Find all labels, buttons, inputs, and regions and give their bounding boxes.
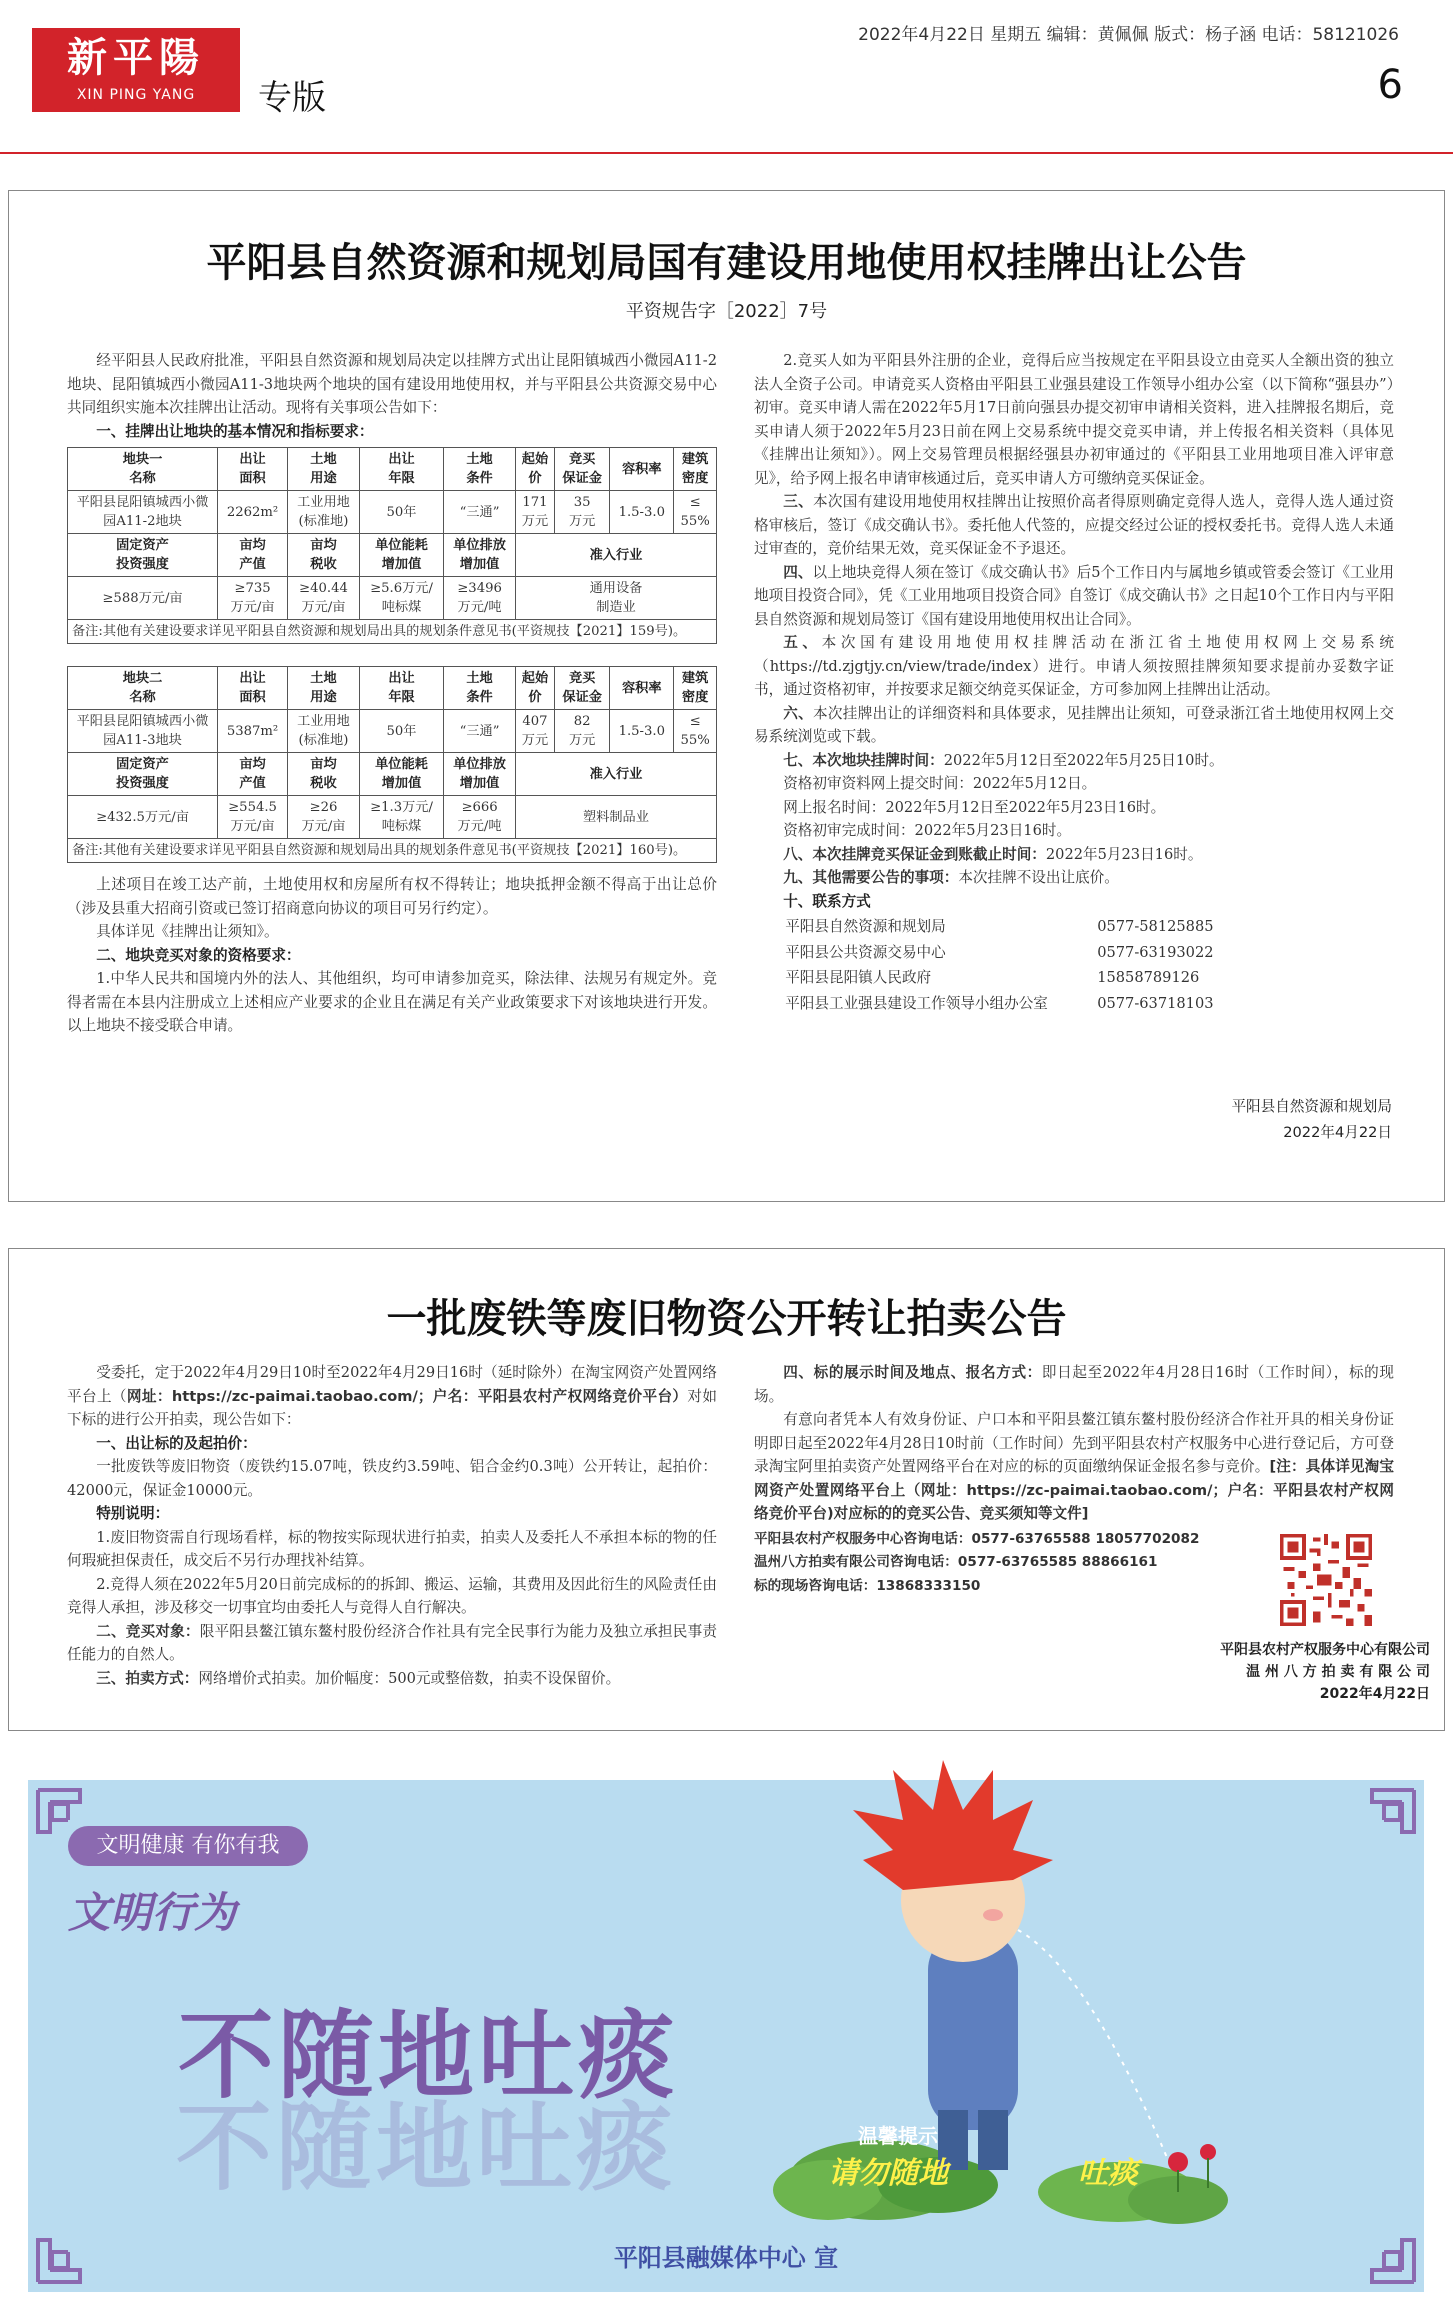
table-header: 固定资产 投资强度 — [68, 753, 218, 796]
table-cell: 1.5-3.0 — [610, 710, 674, 753]
table-header: 地块二 名称 — [68, 667, 218, 710]
table-cell: ≥554.5 万元/亩 — [218, 796, 288, 839]
notice-paragraph: 上述项目在竣工达产前，土地使用权和房屋所有权不得转让；地块抵押金额不得高于出让总价（涉及县重大招商引资或已签订招商意向协议的项目可另行约定）。 — [67, 876, 717, 917]
table-header: 单位能耗 增加值 — [359, 534, 443, 577]
notice-paragraph: 2.竞买人如为平阳县外注册的企业，竞得后应当按规定在平阳县设立由竞买人全额出资的独立法人全资子公司。申请竞买人资格由平阳县工业强县建设工作领导小组办公室（以下简称“强县办”）初审。竞买申请人需在2022年5月17日前向强县办提交初审申请相关资料，进入挂牌报名期后，竞买申请人须于2022年5月23日前在网上交易系统中提交竞买申请，并上传报名相关资料（具体见《挂牌出让须知》）。网上交易管理员根据经强县办初审通过的《平阳县工业用地项目准入评审意见》，给予网上报名申请审核通过后，竞买申请人方可缴纳竞买保证金。 — [754, 352, 1394, 487]
paragraph-text: 受委托，定于2022年4月29日10时至2022年4月29日16时（延时除外）在淘宝网资产处置网络平台上（ — [67, 1364, 717, 1405]
qr-code — [1280, 1534, 1372, 1626]
masthead — [0, 0, 1453, 160]
poster-heading: 文明行为 — [68, 1888, 237, 1937]
table-header: 建筑 密度 — [674, 667, 717, 710]
contact-name: 平阳县自然资源和规划局 — [785, 918, 946, 935]
signer-name: 温 州 八 方 拍 卖 有 限 公 司 — [1246, 1664, 1430, 1680]
table-header: 单位排放 增加值 — [444, 534, 516, 577]
notice-signature — [1231, 1094, 1392, 1146]
signature-date: 2022年4月22日 — [1319, 1686, 1430, 1702]
paragraph-lead: 三、 — [783, 493, 813, 510]
auction-notice — [8, 1248, 1445, 1731]
plot-table-1 — [67, 447, 717, 644]
table-cell: 82 万元 — [554, 710, 609, 753]
notice-paragraph: 1.中华人民共和国境内外的法人、其他组织，均可申请参加竞买，除法律、法规另有规定外。竞得者需在本县内注册成立上述相应产业要求的企业且在满足有关产业政策要求下对该地块进行开发。以上地块不接受联合申请。 — [67, 970, 717, 1034]
contact-phone: 15858789126 — [1097, 969, 1200, 986]
table-header: 土地 条件 — [444, 667, 516, 710]
table-row — [68, 667, 717, 710]
notice-paragraph — [754, 631, 1394, 702]
reminder-text: 请勿随地 — [828, 2156, 948, 2191]
paragraph-lead: 二、竞买对象： — [96, 1622, 200, 1640]
schedule-line: 资格初审完成时间：2022年5月23日16时。 — [783, 822, 1072, 839]
contact-line: 标的现场咨询电话：13868333150 — [754, 1577, 981, 1594]
table-cell: ≥26 万元/亩 — [288, 796, 360, 839]
table-cell: ≥3496 万元/吨 — [444, 577, 516, 620]
table-note: 备注:其他有关建设要求详见平阳县自然资源和规划局出具的规划条件意见书(平资规技【2021】160号)。 — [68, 839, 717, 863]
contact-line: 平阳县农村产权服务中心咨询电话：0577-63765588 18057702082 — [754, 1530, 1200, 1547]
table-cell: ≥432.5万元/亩 — [68, 796, 218, 839]
table-header: 单位能耗 增加值 — [359, 753, 443, 796]
section-title: 专版 — [258, 78, 326, 118]
table-header: 土地 用途 — [288, 667, 360, 710]
table-row — [68, 753, 717, 796]
land-transfer-notice — [8, 190, 1445, 1202]
table-row — [68, 796, 717, 839]
paragraph-text: 本次挂牌不设出让底价。 — [958, 869, 1119, 886]
notice-document-number: 平资规告字［2022］7号 — [625, 301, 828, 322]
table-header: 竞买 保证金 — [554, 667, 609, 710]
public-service-poster — [28, 1780, 1424, 2292]
contact-name: 平阳县昆阳镇人民政府 — [785, 969, 932, 986]
header-divider — [0, 152, 1453, 154]
notice-title: 一批废铁等废旧物资公开转让拍卖公告 — [386, 1296, 1067, 1342]
table-header: 出让 面积 — [218, 667, 288, 710]
table-header: 起始 价 — [515, 667, 554, 710]
table-cell: 35 万元 — [554, 491, 609, 534]
signer-name: 平阳县自然资源和规划局 — [1231, 1098, 1392, 1115]
notice-paragraph — [754, 702, 1394, 749]
paragraph-lead: 六、 — [783, 704, 813, 722]
contact-phone: 0577-63193022 — [1097, 943, 1214, 961]
logo-pinyin: XIN PING YANG — [76, 87, 196, 103]
table-header: 出让 年限 — [359, 667, 443, 710]
notice-right-column — [754, 349, 1394, 1017]
table-row — [68, 448, 717, 491]
table-cell: ≥5.6万元/ 吨标煤 — [359, 577, 443, 620]
notice-paragraph: 一批废铁等废旧物资（废铁约15.07吨，铁皮约3.59吨、铝合金约0.3吨）公开转让，起拍价：42000元，保证金10000元。 — [67, 1458, 717, 1499]
table-header: 起始 价 — [515, 448, 554, 491]
issue-meta: 2022年4月22日 星期五 编辑：黄佩佩 版式：杨子涵 电话：58121026 — [858, 25, 1399, 45]
table-header: 固定资产 投资强度 — [68, 534, 218, 577]
notice-paragraph: 1.废旧物资需自行现场看样，标的物按实际现状进行拍卖，拍卖人及委托人不承担本标的物的任何瑕疵担保责任，成交后不另行办理找补结算。 — [67, 1528, 717, 1569]
logo-chinese: 新平陽 — [67, 34, 205, 81]
table-header: 出让 面积 — [218, 448, 288, 491]
contact-row — [785, 966, 1213, 990]
notice-paragraph — [754, 866, 1394, 890]
table-header: 准入行业 — [515, 534, 716, 577]
notice-paragraph — [754, 843, 1394, 867]
table-cell: ≥588万元/亩 — [68, 577, 218, 620]
slogan-reflection: 不随地吐痰 — [176, 2092, 676, 2204]
table-cell: 50年 — [359, 491, 443, 534]
reminder-text: 吐痰 — [1078, 2156, 1138, 2191]
table-cell: 平阳县昆阳镇城西小微园A11-3地块 — [68, 710, 218, 753]
paragraph-note: [注：具体详见淘宝网资产处置网络平台上（网址：https://zc-paimai.taobao.com/；户名：平阳县农村产权网络竞价平台)对应标的的竞买公告、竞买须知等文件] — [754, 1458, 1394, 1522]
table-row — [68, 710, 717, 753]
table-header: 容积率 — [610, 448, 674, 491]
table-row — [68, 620, 717, 644]
table-cell: ≤ 55% — [674, 710, 717, 753]
paragraph-lead: 九、其他需要公告的事项： — [783, 869, 959, 886]
table-header: 亩均 税收 — [288, 753, 360, 796]
table-header: 亩均 产值 — [218, 534, 288, 577]
contact-row — [785, 941, 1213, 965]
notice-paragraph — [67, 1620, 717, 1667]
table-cell: 塑料制品业 — [515, 796, 716, 839]
table-cell: 5387m² — [218, 710, 288, 753]
newspaper-logo — [32, 28, 240, 112]
table-header: 亩均 产值 — [218, 753, 288, 796]
plot-table-2 — [67, 666, 717, 863]
table-cell: 171 万元 — [515, 491, 554, 534]
table-cell: “三通” — [444, 491, 516, 534]
contact-name: 平阳县公共资源交易中心 — [785, 943, 946, 961]
schedule-line: 网上报名时间：2022年5月12日至2022年5月23日16时。 — [783, 798, 1166, 816]
paragraph-lead: 三、拍卖方式： — [96, 1669, 199, 1687]
paragraph-text: 限平阳县鳌江镇东鳌村股份经济合作社具有完全民事行为能力及独立承担民事责任能力的自然人。 — [67, 1622, 717, 1663]
paragraph-text: 2022年5月12日至2022年5月25日10时。 — [943, 751, 1224, 769]
paragraph-lead: 四、标的展示时间及地点、报名方式： — [783, 1364, 1042, 1381]
reminder-label: 温馨提示 — [858, 2124, 938, 2148]
poster-credit: 平阳县融媒体中心 宣 — [613, 2244, 839, 2272]
signer-name: 平阳县农村产权服务中心有限公司 — [1220, 1642, 1430, 1658]
notice-intro: 经平阳县人民政府批准，平阳县自然资源和规划局决定以挂牌方式出让昆阳镇城西小微园A11-2地块、昆阳镇城西小微园A11-3地块两个地块的国有建设用地使用权，并与平阳县公共资源交易中心共同组织实施本次挂牌出让活动。现将有关事项公告如下： — [67, 352, 717, 416]
paragraph-text: 本次国有建设用地使用权挂牌出让按照价高者得原则确定竞得人选人，竞得人选人通过资格审核后，签订《成交确认书》。委托他人代签的，应提交经过公证的授权委托书。竞得人选人未通过审查的，竞价结果无效，竞买保证金不予退还。 — [754, 493, 1394, 557]
table-cell: 407 万元 — [515, 710, 554, 753]
notice-paragraph — [754, 490, 1394, 561]
notice-paragraph — [754, 1408, 1394, 1526]
paragraph-lead: 四、 — [783, 563, 813, 581]
table-header: 单位排放 增加值 — [444, 753, 516, 796]
contact-phone: 0577-58125885 — [1097, 918, 1214, 935]
poster-tagline: 文明健康 有你有我 — [68, 1826, 308, 1866]
notice-title: 平阳县自然资源和规划局国有建设用地使用权挂牌出让公告 — [206, 240, 1247, 286]
table-header: 出让 年限 — [359, 448, 443, 491]
notice-paragraph — [754, 1361, 1394, 1408]
table-header: 准入行业 — [515, 753, 716, 796]
section-heading: 一、出让标的及起拍价： — [96, 1434, 257, 1452]
notice-paragraph — [67, 1667, 717, 1691]
signature-date: 2022年4月22日 — [1283, 1124, 1392, 1141]
paragraph-text: 有意向者凭本人有效身份证、户口本和平阳县鳌江镇东鳌村股份经济合作社开具的相关身份证明即日起至2022年4月28日10时前（工作时间）先到平阳县农村产权服务中心进行登记后，方可登录淘宝阿里拍卖资产处置网络平台在对应的标的页面缴纳保证金报名参与竞价。 — [754, 1411, 1394, 1475]
paragraph-text: 即日起至2022年4月28日16时（工作时间），标的现场。 — [754, 1364, 1394, 1405]
paragraph-lead: 五、 — [783, 634, 822, 651]
contact-line: 温州八方拍卖有限公司咨询电话：0577-63765585 88866161 — [754, 1554, 1158, 1570]
table-row — [68, 577, 717, 620]
paragraph-text: 本次挂牌出让的详细资料和具体要求，见挂牌出让须知，可登录浙江省土地使用权网上交易系统浏览或下载。 — [754, 704, 1394, 745]
contact-phone: 0577-63718103 — [1097, 994, 1214, 1012]
notice-intro — [67, 1361, 717, 1432]
section-heading: 十、联系方式 — [783, 892, 871, 910]
schedule-line: 资格初审资料网上提交时间：2022年5月12日。 — [783, 775, 1097, 792]
table-header: 建筑 密度 — [674, 448, 717, 491]
table-cell: ≥40.44 万元/亩 — [288, 577, 360, 620]
table-cell: ≥666 万元/吨 — [444, 796, 516, 839]
table-note: 备注:其他有关建设要求详见平阳县自然资源和规划局出具的规划条件意见书(平资规技【2021】159号)。 — [68, 620, 717, 644]
table-cell: 工业用地 (标准地) — [288, 491, 360, 534]
section-heading: 特别说明： — [96, 1505, 170, 1522]
notice-left-column — [67, 349, 717, 1038]
table-header: 容积率 — [610, 667, 674, 710]
table-cell: 工业用地 (标准地) — [288, 710, 360, 753]
table-header: 土地 条件 — [444, 448, 516, 491]
paragraph-text: 网络增价式拍卖。加价幅度：500元或整倍数，拍卖不设保留价。 — [198, 1669, 621, 1687]
table-cell: ≥735 万元/亩 — [218, 577, 288, 620]
table-cell: 平阳县昆阳镇城西小微园A11-2地块 — [68, 491, 218, 534]
paragraph-lead: 七、本次地块挂牌时间： — [783, 751, 944, 769]
table-row — [68, 534, 717, 577]
notice-paragraph: 具体详见《挂牌出让须知》。 — [96, 923, 279, 940]
paragraph-text: 以上地块竞得人须在签订《成交确认书》后5个工作日内与属地乡镇或管委会签订《工业用地项目投资合同》，凭《工业用地项目投资合同》自签订《成交确认书》之日起10个工作日内与平阳县自然资源和规划局签订《国有建设用地使用权出让合同》。 — [754, 563, 1394, 628]
auction-signature — [1220, 1639, 1430, 1705]
notice-paragraph — [754, 749, 1394, 773]
contact-name: 平阳县工业强县建设工作领导小组办公室 — [785, 994, 1048, 1012]
paragraph-lead: 八、本次挂牌竞买保证金到账截止时间： — [783, 845, 1046, 863]
platform-info: 网址：https://zc-paimai.taobao.com/；户名：平阳县农村产权网络竞价平台） — [126, 1387, 688, 1405]
paragraph-text: 本次国有建设用地使用权挂牌活动在浙江省土地使用权网上交易系统（https://td.zjgtjy.cn/view/trade/index）进行。申请人须按照挂牌须知要求提前办妥数字证书，通过资格初审，并按要求足额交纳竞买保证金，方可参加网上挂牌出让活动。 — [754, 634, 1394, 698]
table-cell: ≥1.3万元/ 吨标煤 — [359, 796, 443, 839]
table-cell: 通用设备 制造业 — [515, 577, 716, 620]
contact-table — [783, 913, 1215, 1017]
table-header: 土地 用途 — [288, 448, 360, 491]
section-heading: 一、挂牌出让地块的基本情况和指标要求： — [96, 422, 374, 440]
section-heading: 二、地块竞买对象的资格要求： — [96, 946, 301, 964]
table-row — [68, 839, 717, 863]
auction-left-column — [67, 1361, 717, 1690]
paragraph-text: 2022年5月23日16时。 — [1045, 845, 1203, 863]
table-header: 地块一 名称 — [68, 448, 218, 491]
table-cell: ≤ 55% — [674, 491, 717, 534]
table-cell: 2262m² — [218, 491, 288, 534]
table-cell: 1.5-3.0 — [610, 491, 674, 534]
table-row — [68, 491, 717, 534]
page-number: 6 — [1377, 62, 1403, 108]
notice-paragraph: 2.竞得人须在2022年5月20日前完成标的的拆卸、搬运、运输，其费用及因此衍生的风险责任由竞得人承担，涉及移交一切事宜均由委托人与竞得人自行解决。 — [67, 1575, 717, 1616]
contact-row — [785, 992, 1213, 1016]
table-cell: 50年 — [359, 710, 443, 753]
table-header: 竞买 保证金 — [554, 448, 609, 491]
table-cell: “三通” — [444, 710, 516, 753]
paragraph-text: 对如下标的进行公开拍卖，现公告如下： — [67, 1387, 717, 1428]
table-header: 亩均 税收 — [288, 534, 360, 577]
notice-paragraph — [754, 561, 1394, 632]
contact-row — [785, 915, 1213, 939]
poster-slogan: 不随地吐痰 — [178, 2000, 678, 2112]
